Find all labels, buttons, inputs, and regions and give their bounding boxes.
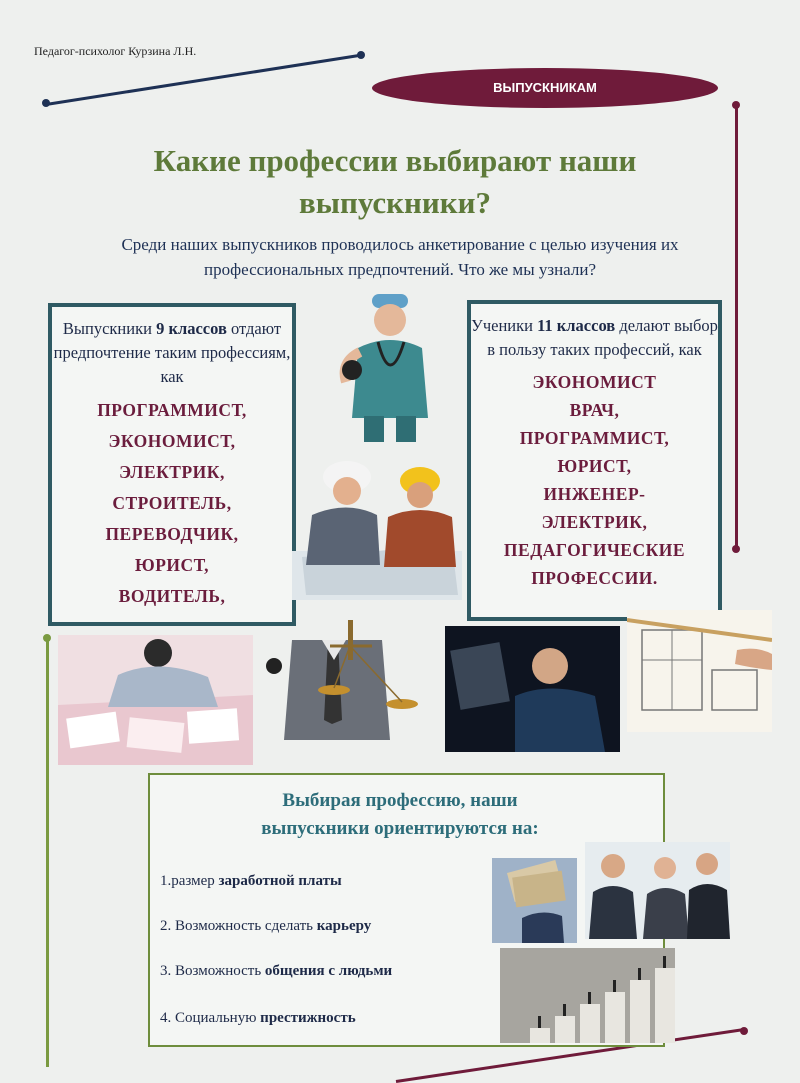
factor-item: 1.размер заработной платы: [160, 873, 342, 889]
profession-item: ЭКОНОМИСТ,: [108, 431, 236, 451]
decor-dot: [732, 545, 740, 553]
factor-item: 2. Возможность сделать карьеру: [160, 918, 372, 934]
page-title: Какие профессии выбирают наши выпускники?: [153, 143, 637, 220]
decor-dot: [43, 634, 51, 642]
money-photo: [492, 858, 577, 943]
factor-item: 3. Возможность общения с людьми: [160, 963, 393, 979]
grade11-professions: [471, 368, 718, 592]
business-people-photo: [585, 842, 730, 939]
grade9-box: [48, 303, 296, 626]
profession-item: ПРОФЕССИИ.: [531, 568, 658, 588]
profession-item: ПЕДАГОГИЧЕСКИЕ: [503, 540, 686, 560]
intro-text: Среди наших выпускников проводилось анкетирование с целью изучения их профессиональных предпочтений. Что же мы узнали?: [121, 235, 679, 279]
profession-item: СТРОИТЕЛЬ,: [112, 493, 232, 513]
profession-item: ЭКОНОМИСТ: [532, 372, 657, 392]
engineers-photo: [292, 455, 462, 600]
grade11-box: [467, 300, 722, 621]
author-caption: Педагог-психолог Курзина Л.Н.: [34, 44, 197, 58]
decor-dot: [732, 101, 740, 109]
profession-item: ЭЛЕКТРИК,: [119, 462, 225, 482]
profession-item: ЮРИСТ,: [135, 555, 209, 575]
profession-item: ПЕРЕВОДЧИК,: [105, 524, 239, 544]
profession-item: ИНЖЕНЕР-: [543, 484, 646, 504]
decor-dot: [740, 1027, 748, 1035]
decor-line-top: [46, 54, 359, 106]
decor-line-left: [46, 637, 49, 1067]
profession-item: ВОДИТЕЛЬ,: [118, 586, 226, 606]
doctor-photo: [330, 290, 450, 450]
career-ladder-photo: [500, 948, 675, 1043]
programmer-photo: [445, 626, 620, 752]
factors-heading: Выбирая профессию, наши выпускники ориентируются на:: [261, 790, 539, 839]
decor-line-right: [735, 105, 738, 548]
section-badge: ВЫПУСКНИКАМ: [372, 68, 718, 108]
profession-item: ПРОГРАММИСТ,: [519, 428, 670, 448]
factor-item: 4. Социальную престижность: [160, 1010, 356, 1026]
decor-dot: [357, 51, 365, 59]
blueprint-photo: [627, 610, 772, 732]
profession-item: ВРАЧ,: [569, 400, 620, 420]
decor-dot: [42, 99, 50, 107]
office-worker-photo: [58, 635, 253, 765]
profession-item: ЭЛЕКТРИК,: [541, 512, 648, 532]
profession-item: ЮРИСТ,: [557, 456, 632, 476]
lawyer-photo: [262, 600, 422, 740]
grade9-professions: [52, 395, 292, 612]
profession-item: ПРОГРАММИСТ,: [97, 400, 247, 420]
grade9-intro: Выпускники 9 классов отдают предпочтение таким профессиям, как: [53, 319, 291, 386]
grade11-intro: Ученики 11 классов делают выбор в пользу таких профессий, как: [471, 316, 718, 359]
